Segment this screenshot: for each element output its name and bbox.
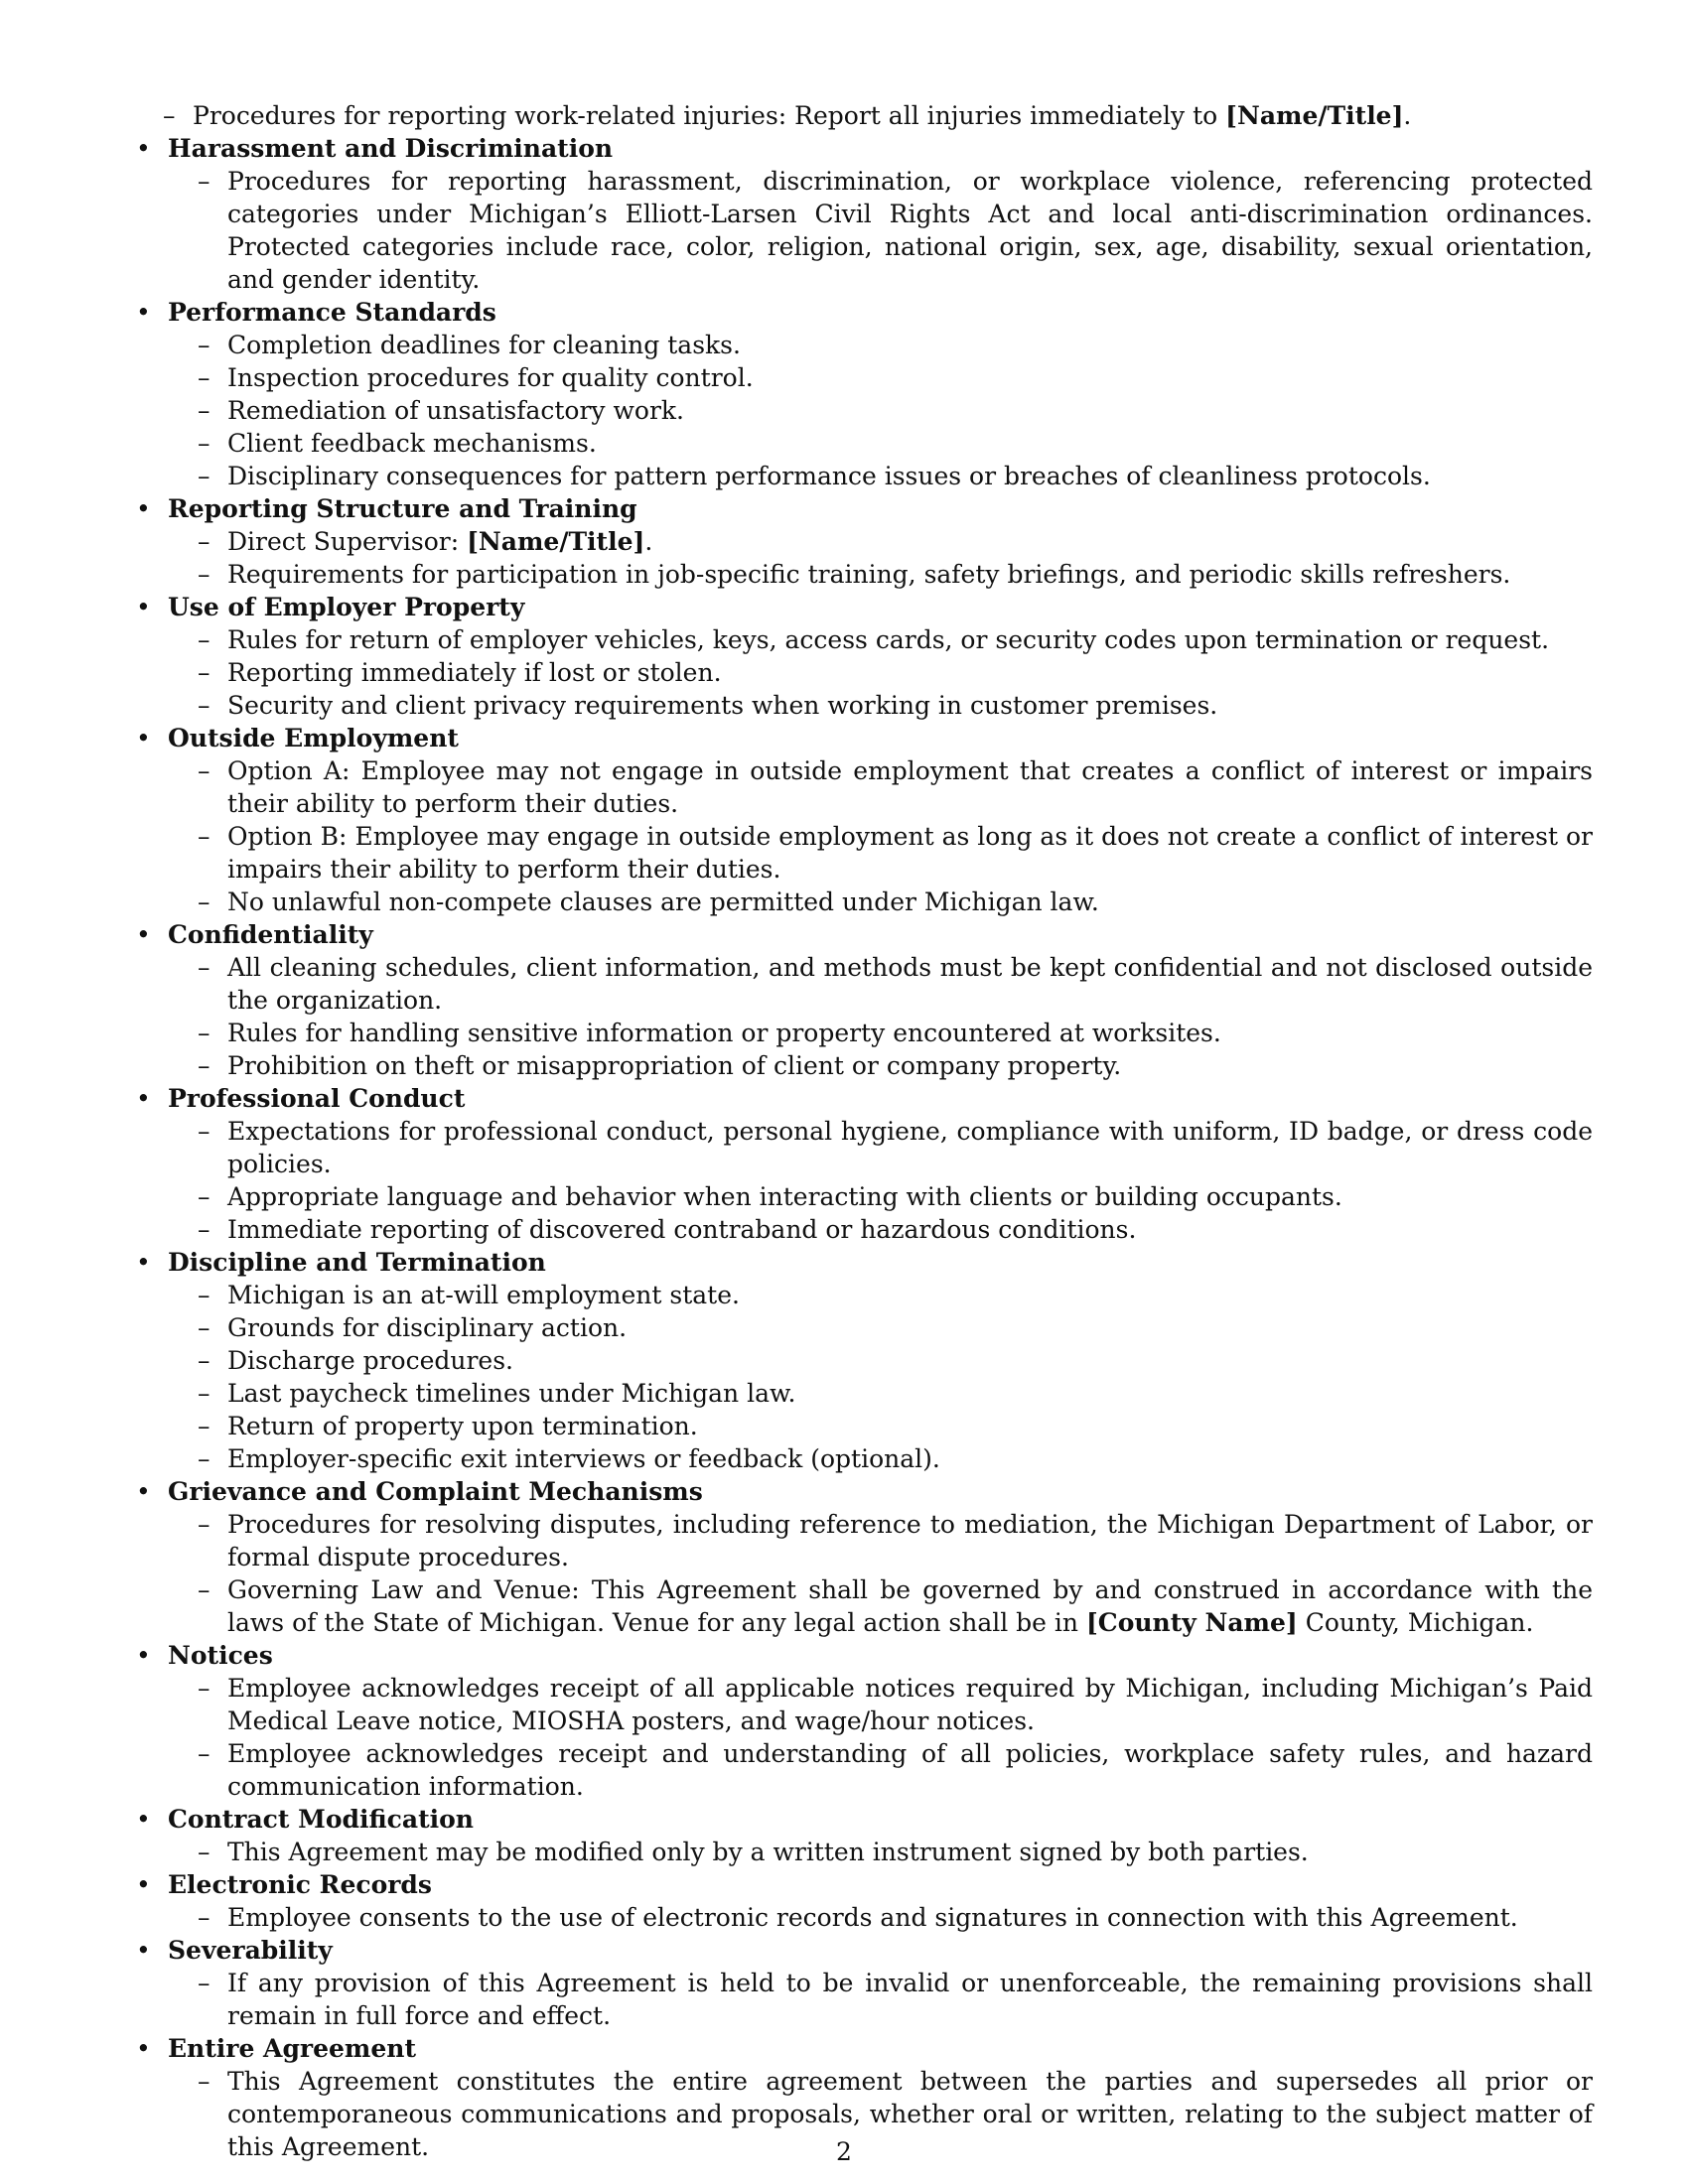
item-text: Disciplinary consequences for pattern performance issues or breaches of cleanliness protocols. (227, 462, 1431, 490)
list-item (168, 1967, 1593, 2032)
list-item (168, 1180, 1593, 1213)
section-title: • Entire Agreement (168, 2034, 416, 2063)
item-text: Direct Supervisor: (227, 527, 468, 556)
list-item (168, 951, 1593, 1017)
leading-list (133, 99, 1593, 132)
list-item (168, 1311, 1593, 1344)
item-text: Employer-specific exit interviews or feedback (optional). (227, 1444, 940, 1473)
section-title: • Outside Employment (168, 724, 459, 752)
item-text: Procedures for resolving disputes, including reference to mediation, the Michigan Department of Labor, or formal dispute procedures. (227, 1510, 1593, 1571)
list-item (168, 1901, 1593, 1934)
item-text: Employee acknowledges receipt and understanding of all policies, workplace safety rules, and hazard communication information. (227, 1739, 1593, 1801)
section (133, 132, 1593, 296)
item-text: Expectations for professional conduct, personal hygiene, compliance with uniform, ID badge, or dress code policies. (227, 1117, 1593, 1178)
section-items (168, 1901, 1593, 1934)
list-item (168, 558, 1593, 591)
item-text: Rules for return of employer vehicles, keys, access cards, or security codes upon termination or request. (227, 625, 1550, 654)
list-item (168, 1410, 1593, 1442)
section-items (168, 1836, 1593, 1868)
section (133, 296, 1593, 492)
item-text: Appropriate language and behavior when interacting with clients or building occupants. (227, 1182, 1342, 1211)
item-text: Reporting immediately if lost or stolen. (227, 658, 722, 687)
list-item (168, 1344, 1593, 1377)
list-item (168, 1279, 1593, 1311)
item-text: Client feedback mechanisms. (227, 429, 597, 458)
section-title: • Contract Modification (168, 1805, 474, 1834)
item-text: Procedures for reporting harassment, discrimination, or workplace violence, referencing protected categories under Michigan’s Elliott-Larsen Civil Rights Act and local anti-discrimination ordinances. Protected categories include race, color, religion, national origin, sex, age, disability, sexual orientation, and gender identity. (227, 167, 1593, 294)
item-text: Immediate reporting of discovered contraband or hazardous conditions. (227, 1215, 1137, 1244)
section-title: • Reporting Structure and Training (168, 494, 637, 523)
section-list (133, 132, 1593, 2163)
list-item (168, 886, 1593, 918)
section (133, 1868, 1593, 1934)
item-text: . (1403, 101, 1412, 130)
section-title: • Harassment and Discrimination (168, 134, 614, 163)
section-items (168, 951, 1593, 1082)
section (133, 1934, 1593, 2032)
item-text: Security and client privacy requirements when working in customer premises. (227, 691, 1218, 720)
placeholder-text: [County Name] (1085, 1608, 1298, 1637)
list-item (168, 1377, 1593, 1410)
section-title: • Use of Employer Property (168, 593, 525, 621)
item-text: . (644, 527, 653, 556)
section-items (168, 165, 1593, 296)
section-items (168, 754, 1593, 918)
item-text: No unlawful non-compete clauses are permitted under Michigan law. (227, 887, 1099, 916)
item-text: This Agreement constitutes the entire agreement between the parties and supersedes all prior or contemporaneous communications and proposals, whether oral or written, relating to the subject matter of this Agreement. (227, 2067, 1593, 2161)
list-item (168, 1017, 1593, 1049)
section-title: • Grievance and Complaint Mechanisms (168, 1477, 703, 1506)
section-items (168, 1279, 1593, 1475)
list-item (168, 394, 1593, 427)
item-text: County, Michigan. (1297, 1608, 1534, 1637)
list-item (168, 754, 1593, 820)
item-text: Rules for handling sensitive information or property encountered at worksites. (227, 1019, 1221, 1047)
item-text: Completion deadlines for cleaning tasks. (227, 331, 741, 359)
item-text: Last paycheck timelines under Michigan law. (227, 1379, 796, 1408)
section-items (168, 1115, 1593, 1246)
section-title: • Severability (168, 1936, 333, 1965)
list-item (168, 1442, 1593, 1475)
list-item (168, 361, 1593, 394)
list-item (168, 1836, 1593, 1868)
item-text: Option B: Employee may engage in outside employment as long as it does not create a conflict of interest or impairs their ability to perform their duties. (227, 822, 1593, 884)
section-items (168, 525, 1593, 591)
section (133, 918, 1593, 1082)
list-item (168, 1672, 1593, 1737)
list-item (168, 1115, 1593, 1180)
item-text: Grounds for disciplinary action. (227, 1313, 628, 1342)
item-text: Discharge procedures. (227, 1346, 514, 1375)
item-text: Remediation of unsatisfactory work. (227, 396, 684, 425)
item-text: Prohibition on theft or misappropriation of client or company property. (227, 1051, 1122, 1080)
section-title: • Notices (168, 1641, 273, 1670)
list-item (168, 656, 1593, 689)
section-title: • Professional Conduct (168, 1084, 466, 1113)
section-items (168, 623, 1593, 722)
item-text: Requirements for participation in job-specific training, safety briefings, and periodic skills refreshers. (227, 560, 1511, 589)
list-item (168, 460, 1593, 492)
list-item (168, 427, 1593, 460)
list-item (168, 1573, 1593, 1639)
item-text: All cleaning schedules, client information, and methods must be kept confidential and not disclosed outside the organization. (227, 953, 1593, 1015)
section-title: • Discipline and Termination (168, 1248, 546, 1277)
list-item (168, 329, 1593, 361)
placeholder-text: [Name/Title] (467, 527, 645, 556)
item-text: Michigan is an at-will employment state. (227, 1281, 740, 1309)
section (133, 722, 1593, 918)
placeholder-text: [Name/Title] (1225, 101, 1404, 130)
item-text: Employee consents to the use of electronic records and signatures in connection with this Agreement. (227, 1903, 1518, 1932)
item-text: If any provision of this Agreement is held to be invalid or unenforceable, the remaining provisions shall remain in full force and effect. (227, 1969, 1593, 2030)
document-body (133, 99, 1593, 2163)
section (133, 492, 1593, 591)
list-item (168, 1213, 1593, 1246)
section (133, 1475, 1593, 1639)
list-item (168, 820, 1593, 886)
item-text: This Agreement may be modified only by a written instrument signed by both parties. (227, 1838, 1309, 1866)
section (133, 1803, 1593, 1868)
list-item (133, 99, 1593, 132)
list-item (168, 1508, 1593, 1573)
section-items (168, 1967, 1593, 2032)
list-item (168, 623, 1593, 656)
section-items (168, 1508, 1593, 1639)
item-text: Procedures for reporting work-related injuries: Report all injuries immediately to (193, 101, 1226, 130)
list-item (168, 689, 1593, 722)
list-item (168, 1049, 1593, 1082)
section-title: • Confidentiality (168, 920, 373, 949)
item-text: Inspection procedures for quality control. (227, 363, 754, 392)
list-item (168, 1737, 1593, 1803)
item-text: Option A: Employee may not engage in outside employment that creates a conflict of interest or impairs their ability to perform their duties. (227, 756, 1593, 818)
section-items (168, 329, 1593, 492)
item-text: Return of property upon termination. (227, 1412, 698, 1440)
section-items (168, 1672, 1593, 1803)
section (133, 1082, 1593, 1246)
list-item (168, 525, 1593, 558)
section-title: • Performance Standards (168, 298, 496, 327)
page-number: 2 (836, 2137, 852, 2166)
section-title: • Electronic Records (168, 1870, 432, 1899)
section (133, 1639, 1593, 1803)
item-text: Employee acknowledges receipt of all applicable notices required by Michigan, including Michigan’s Paid Medical Leave notice, MIOSHA posters, and wage/hour notices. (227, 1674, 1593, 1735)
list-item (168, 165, 1593, 296)
section (133, 1246, 1593, 1475)
section (133, 591, 1593, 722)
item-text: Governing Law and Venue: This Agreement shall be governed by and construed in accordance with the laws of the State of Michigan. Venue for any legal action shall be in (227, 1575, 1593, 1637)
